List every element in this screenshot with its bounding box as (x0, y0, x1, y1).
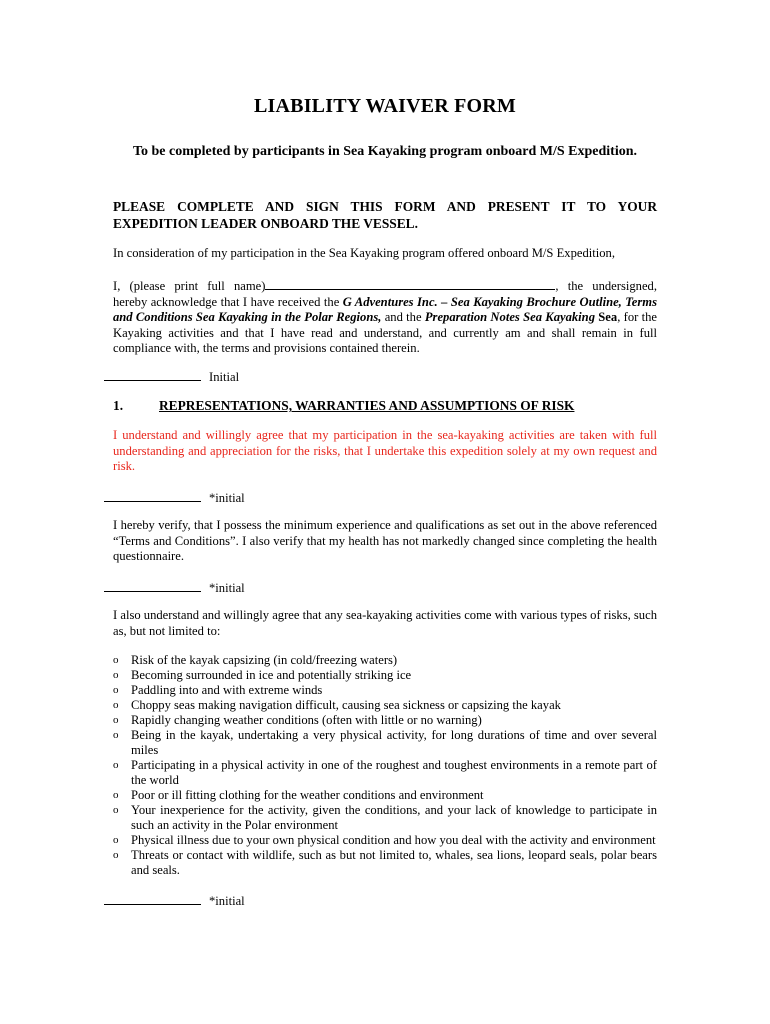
bullet-icon: o (113, 654, 119, 666)
list-item: o Being in the kayak, undertaking a very physical activity, for long durations of time and over several miles (113, 728, 657, 757)
list-item: o Poor or ill fitting clothing for the weather conditions and environment (113, 788, 484, 802)
initial-field-4[interactable] (104, 892, 201, 905)
initial-field-3[interactable] (104, 579, 201, 592)
full-name-field[interactable] (265, 278, 555, 290)
ack-prefix: I, (please print full name) (113, 279, 266, 293)
list-item: o Rapidly changing weather conditions (often with little or no warning) (113, 713, 482, 727)
section-1-heading (113, 398, 574, 414)
bullet-icon: o (113, 714, 119, 726)
initial-field-1[interactable] (104, 368, 201, 381)
bullet-icon: o (113, 789, 119, 801)
page-title: LIABILITY WAIVER FORM (253, 95, 517, 117)
bullet-icon: o (113, 684, 119, 696)
ack-after-blank: , the undersigned, hereby acknowledge that I have received the (113, 279, 657, 309)
risk-statement: I understand and willingly agree that my participation in the sea-kayaking activities are taken with full understanding and appreciation for the risks, that I undertake this expedition solely at my own request and risk. (113, 428, 657, 473)
bullet-icon: o (113, 759, 119, 771)
initial-label-4: *initial (209, 894, 245, 908)
ack-rest: , for the Kayaking activities and that I have read and understand, and currently am and shall remain in full compliance with, the terms and provisions contained therein. (113, 310, 658, 355)
ack-doc1: G Adventures Inc. – Sea Kayaking Brochure Outline, Terms and Conditions Sea Kayaking in the Polar Regions, (113, 294, 657, 324)
ack-sea: Sea (595, 310, 618, 324)
list-item: o Physical illness due to your own physical condition and how you deal with the activity and environment (113, 833, 656, 847)
list-item: o Choppy seas making navigation difficult, causing sea sickness or capsizing the kayak (113, 698, 561, 712)
initial-label-3: *initial (209, 581, 245, 595)
consideration-text: In consideration of my participation in the Sea Kayaking program offered onboard M/S Expedition, (113, 246, 615, 260)
initial-field-2[interactable] (104, 489, 201, 502)
page-subtitle: To be completed by participants in Sea Kayaking program onboard M/S Expedition. (132, 144, 638, 159)
list-item: o Participating in a physical activity in one of the roughest and toughest environments in a remote part of the world (113, 758, 657, 787)
bullet-icon: o (113, 834, 119, 846)
list-item: o Becoming surrounded in ice and potentially striking ice (113, 668, 412, 682)
bullet-icon: o (113, 729, 119, 741)
bullet-icon: o (113, 804, 119, 816)
section-number: 1. (113, 398, 124, 413)
initial-row-4 (104, 892, 245, 908)
verify-statement: I hereby verify, that I possess the minimum experience and qualifications as set out in the above referenced “Terms and Conditions”. I also verify that my health has not markedly changed since completing the health questionnaire. (113, 518, 657, 563)
initial-row-2 (104, 489, 245, 505)
ack-and: and the (381, 310, 425, 324)
ack-doc2: Preparation Notes Sea Kayaking (424, 310, 595, 324)
list-item: o Your inexperience for the activity, given the conditions, and your lack of knowledge to participate in such an activity in the Polar environment (113, 803, 657, 832)
also-statement: I also understand and willingly agree that any sea-kayaking activities come with various types of risks, such as, but not limited to: (113, 608, 657, 638)
list-item: o Threats or contact with wildlife, such as but not limited to, whales, sea lions, leopard seals, polar bears and seals. (113, 848, 657, 877)
initial-label-1: Initial (209, 370, 240, 384)
bullet-icon: o (113, 699, 119, 711)
risk-list (113, 653, 657, 878)
section-title: REPRESENTATIONS, WARRANTIES AND ASSUMPTIONS OF RISK (159, 398, 575, 413)
initial-row-3 (104, 579, 245, 595)
bullet-icon: o (113, 849, 119, 861)
instruction-text: PLEASE COMPLETE AND SIGN THIS FORM AND PRESENT IT TO YOUR EXPEDITION LEADER ONBOARD THE VESSEL. (113, 199, 657, 231)
bullet-icon: o (113, 669, 119, 681)
acknowledgement-paragraph (113, 278, 657, 357)
list-item: o Risk of the kayak capsizing (in cold/freezing waters) (113, 653, 398, 667)
initial-label-2: *initial (209, 491, 245, 505)
list-item: o Paddling into and with extreme winds (113, 683, 323, 697)
initial-row-1 (104, 368, 239, 384)
